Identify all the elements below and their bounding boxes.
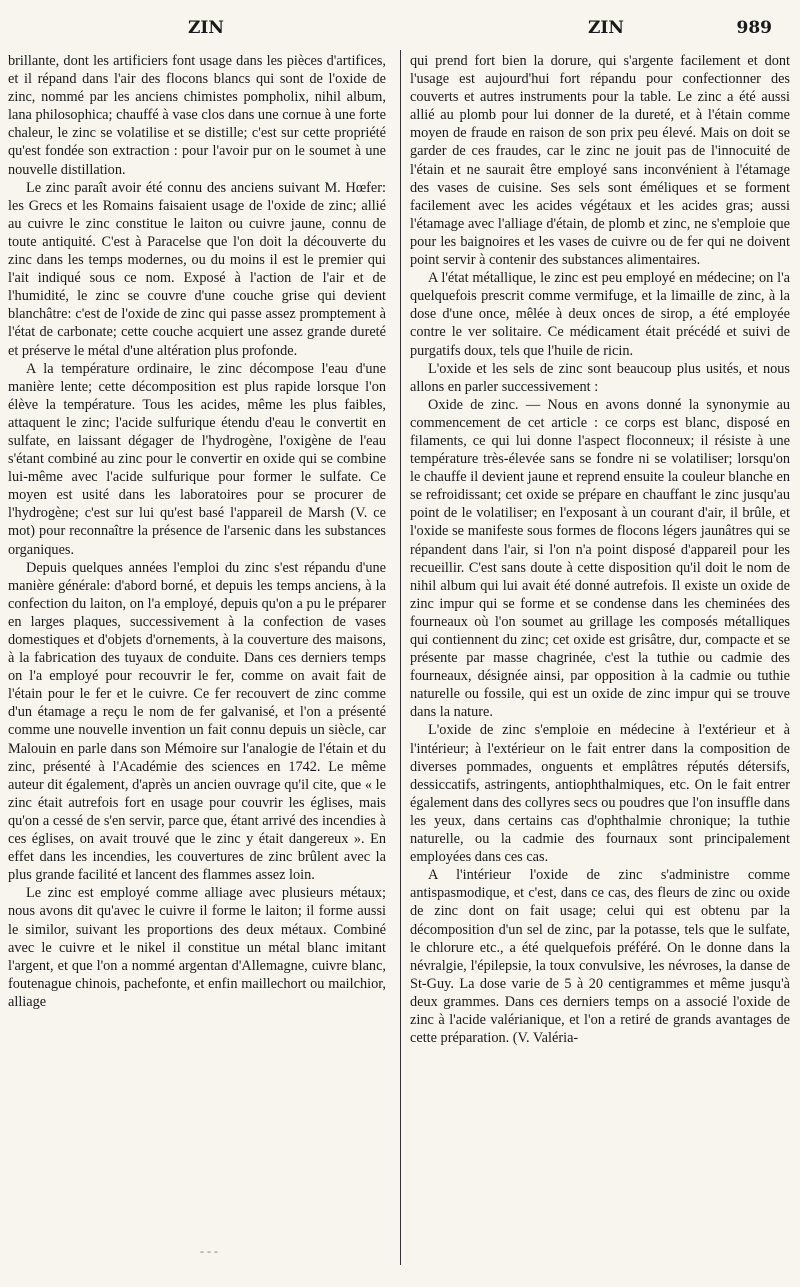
left-column bbox=[8, 52, 386, 1011]
paragraph: brillante, dont les artificiers font usage dans les pièces d'artifices, et il répand dans l'air des flocons blancs qui sont de l'oxide de zinc, nommé par les anciens chimistes pompholix, nihil album, lana philosophica; chauffé à vase clos dans une cornue à une forte chaleur, le zinc se volatilise et se distille; c'est sur cette propriété qu'est fondée son extraction : pour l'avoir pur on le soumet à une nouvelle distillation. bbox=[8, 53, 386, 178]
header-right-title: ZIN bbox=[588, 18, 624, 38]
footer-mark: - - - bbox=[200, 1244, 218, 1258]
paragraph: Depuis quelques années l'emploi du zinc s'est répandu d'une manière générale: d'abord borné, et depuis les temps anciens, à la confection du laiton, on l'a employé, depuis qu'on a pu le préparer en larges plaques, successivement à la confection de vases domestiques et d'objets d'ornements, à la couverture des maisons, à la fabrication des tuyaux de conduite. Dans ces derniers temps on l'a employé pour recouvrir le fer, comme on avait fait de l'étain pour le fer et le cuivre. Ce fer recouvert de zinc comme d'un étamage a reçu le nom de fer galvanisé, et l'on a présenté comme une nouvelle invention un fait connu depuis un siècle, car Malouin en parle dans son Mémoire sur l'analogie de l'étain et du zinc, présenté à l'Académie des sciences en 1742. Le même auteur dit également, d'après un ancien ouvrage qu'il cite, que « le zinc était autrefois fort en usage pour couvrir les églises, mais qu'on a cessé de s'en servir, parce que, étant arrivé des incendies à ces églises, on avait trouvé que le zinc y était dangereux ». En effet dans les incendies, les couvertures de zinc brûlent avec la plus grande facilité et lancent des flammes assez loin. bbox=[8, 559, 386, 884]
page-number: 989 bbox=[736, 18, 772, 38]
paragraph: A la température ordinaire, le zinc décompose l'eau d'une manière lente; cette décomposition est plus rapide lorsque l'on élève la température. Tous les acides, même les plus faibles, attaquent le zinc; l'acide sulfurique étendu d'eau le convertit en sulfate, en laissant dégager de l'hydrogène, l'oxigène de l'eau s'étant combiné au zinc pour le convertir en oxide qui se combine lui-même avec l'acide sulfurique pour former le sulfate. Ce moyen est usité dans les laboratoires pour se procurer de l'hydrogène; c'est sur lui qu'est basé l'appareil de Marsh (V. ce mot) pour reconnaître la présence de l'arsenic dans les substances organiques. bbox=[8, 360, 386, 558]
column-divider bbox=[400, 50, 401, 1265]
paragraph: Le zinc est employé comme alliage avec plusieurs métaux; nous avons dit qu'avec le cuivre il forme le laiton; il forme aussi le similor, suivant les proportions des deux métaux. Combiné avec le cuivre et le nikel il constitue un métal blanc imitant l'argent, et que l'on a nommé argentan d'Allemagne, cuivre blanc, foutenague chinois, pachefonte, et enfin maillechort ou mailchior, alliage bbox=[8, 885, 386, 1010]
running-header bbox=[0, 18, 800, 44]
paragraph: L'oxide de zinc s'emploie en médecine à l'extérieur et à l'intérieur; à l'extérieur on le fait entrer dans la composition de diverses pommades, onguents et emplâtres réputés détersifs, dessiccatifs, astringents, antiophthalmiques, etc. On le fait entrer également dans des collyres secs ou poudres que l'on insuffle dans les yeux, dans certains cas d'ophthalmie chronique; la tuthie naturelle, ou la cadmie des fournaux sont principalement employées dans ces cas. bbox=[410, 722, 790, 866]
paragraph: A l'intérieur l'oxide de zinc s'administre comme antispasmodique, et c'est, dans ce cas, des fleurs de zinc ou oxide de zinc dont on fait usage; celui qui est obtenu par la décomposition d'un sel de zinc, par la potasse, tels que le sulfate, le chlorure etc., a été quelquefois préféré. On le donne dans la névralgie, l'épilepsie, la toux convulsive, les névroses, la danse de St-Guy. La dose varie de 5 à 20 centigrammes et même jusqu'à deux grammes. Dans ces derniers temps on a associé l'oxide de zinc à l'acide valérianique, et l'on a retiré de grands avantages de cette préparation. (V. Valéria- bbox=[410, 867, 790, 1047]
paragraph: Oxide de zinc. — Nous en avons donné la synonymie au commencement de cet article : ce corps est blanc, disposé en filaments, ce qui lui donne l'aspect floconneux; il résiste à une température très-élevée sans se fondre ni se volatiliser; lorsqu'on le chauffe il devient jaune et reprend ensuite la couleur blanche en se refroidissant; cet oxide se prépare en chauffant le zinc jusqu'au point de le volatiliser; en l'exposant à un courant d'air, il brûle, et l'oxide se manifeste sous formes de flocons légers jaunâtres qui se répandent dans l'air, si l'on n'a point disposé d'appareil pour les recueillir. C'est sans doute à cette disposition qu'il doit le nom de nihil album qui lui avait été donné autrefois. Il existe un oxide de zinc impur qui se forme et se condense dans les cheminées des fourneaux où l'on soumet au grillage les composés métalliques qui contiennent du zinc; cet oxide est grisâtre, dur, compacte et se présente par masse chagrinée, c'est la tuthie ou cadmie des fourneaux, désignée ainsi, par opposition à la cadmie ou tuthie naturelle ou fossile, qui est un oxide de zinc impur qui se trouve dans la nature. bbox=[410, 396, 790, 721]
header-left-title: ZIN bbox=[188, 18, 224, 38]
right-column bbox=[410, 52, 790, 1047]
paragraph: A l'état métallique, le zinc est peu employé en médecine; on l'a quelquefois prescrit comme vermifuge, et la limaille de zinc, à la dose d'une once, mêlée à deux onces de sirop, a été employée contre le ver solitaire. Ce médicament était précédé et suivi de purgatifs doux, tels que l'huile de ricin. bbox=[410, 270, 790, 359]
paragraph: qui prend fort bien la dorure, qui s'argente facilement et dont l'usage est aujourd'hui fort répandu pour confectionner des couverts et autres instruments pour la table. Le zinc a été aussi allié au plomb pour lui donner de la dureté, et à l'étain comme moyen de fraude en raison de son prix peu élevé. Mais on doit se garder de ces fraudes, car le zinc ne jouit pas de l'innocuité de l'étain et ne saurait être employé sans inconvénient à l'étamage des vases de cuisine. Ses sels sont éméliques et se forment facilement avec les acides végétaux et les acides gras; aussi l'étamage avec l'alliage d'étain, de plomb et zinc, ne s'emploie que pour les baignoires et les vases de cuivre ou de fer qui ne doivent point servir à contenir des substances alimentaires. bbox=[410, 53, 790, 269]
paragraph: Le zinc paraît avoir été connu des anciens suivant M. Hœfer: les Grecs et les Romains faisaient usage de l'oxide de zinc; allié au cuivre le zinc constitue le laiton ou cuivre jaune, connu de toute antiquité. C'est à Paracelse que l'on doit la découverte du zinc dans les temps modernes, ou du moins il est le premier qui l'ait indiqué sous ce nom. Exposé à l'action de l'air et de l'humidité, le zinc se couvre d'une couche grise qui devient blanchâtre: c'est de l'oxide de zinc qui passe assez promptement à l'état de carbonate; cette couche acquiert une assez grande dureté et préserve le métal d'une altération plus profonde. bbox=[8, 179, 386, 359]
paragraph: L'oxide et les sels de zinc sont beaucoup plus usités, et nous allons en parler successivement : bbox=[410, 360, 790, 395]
